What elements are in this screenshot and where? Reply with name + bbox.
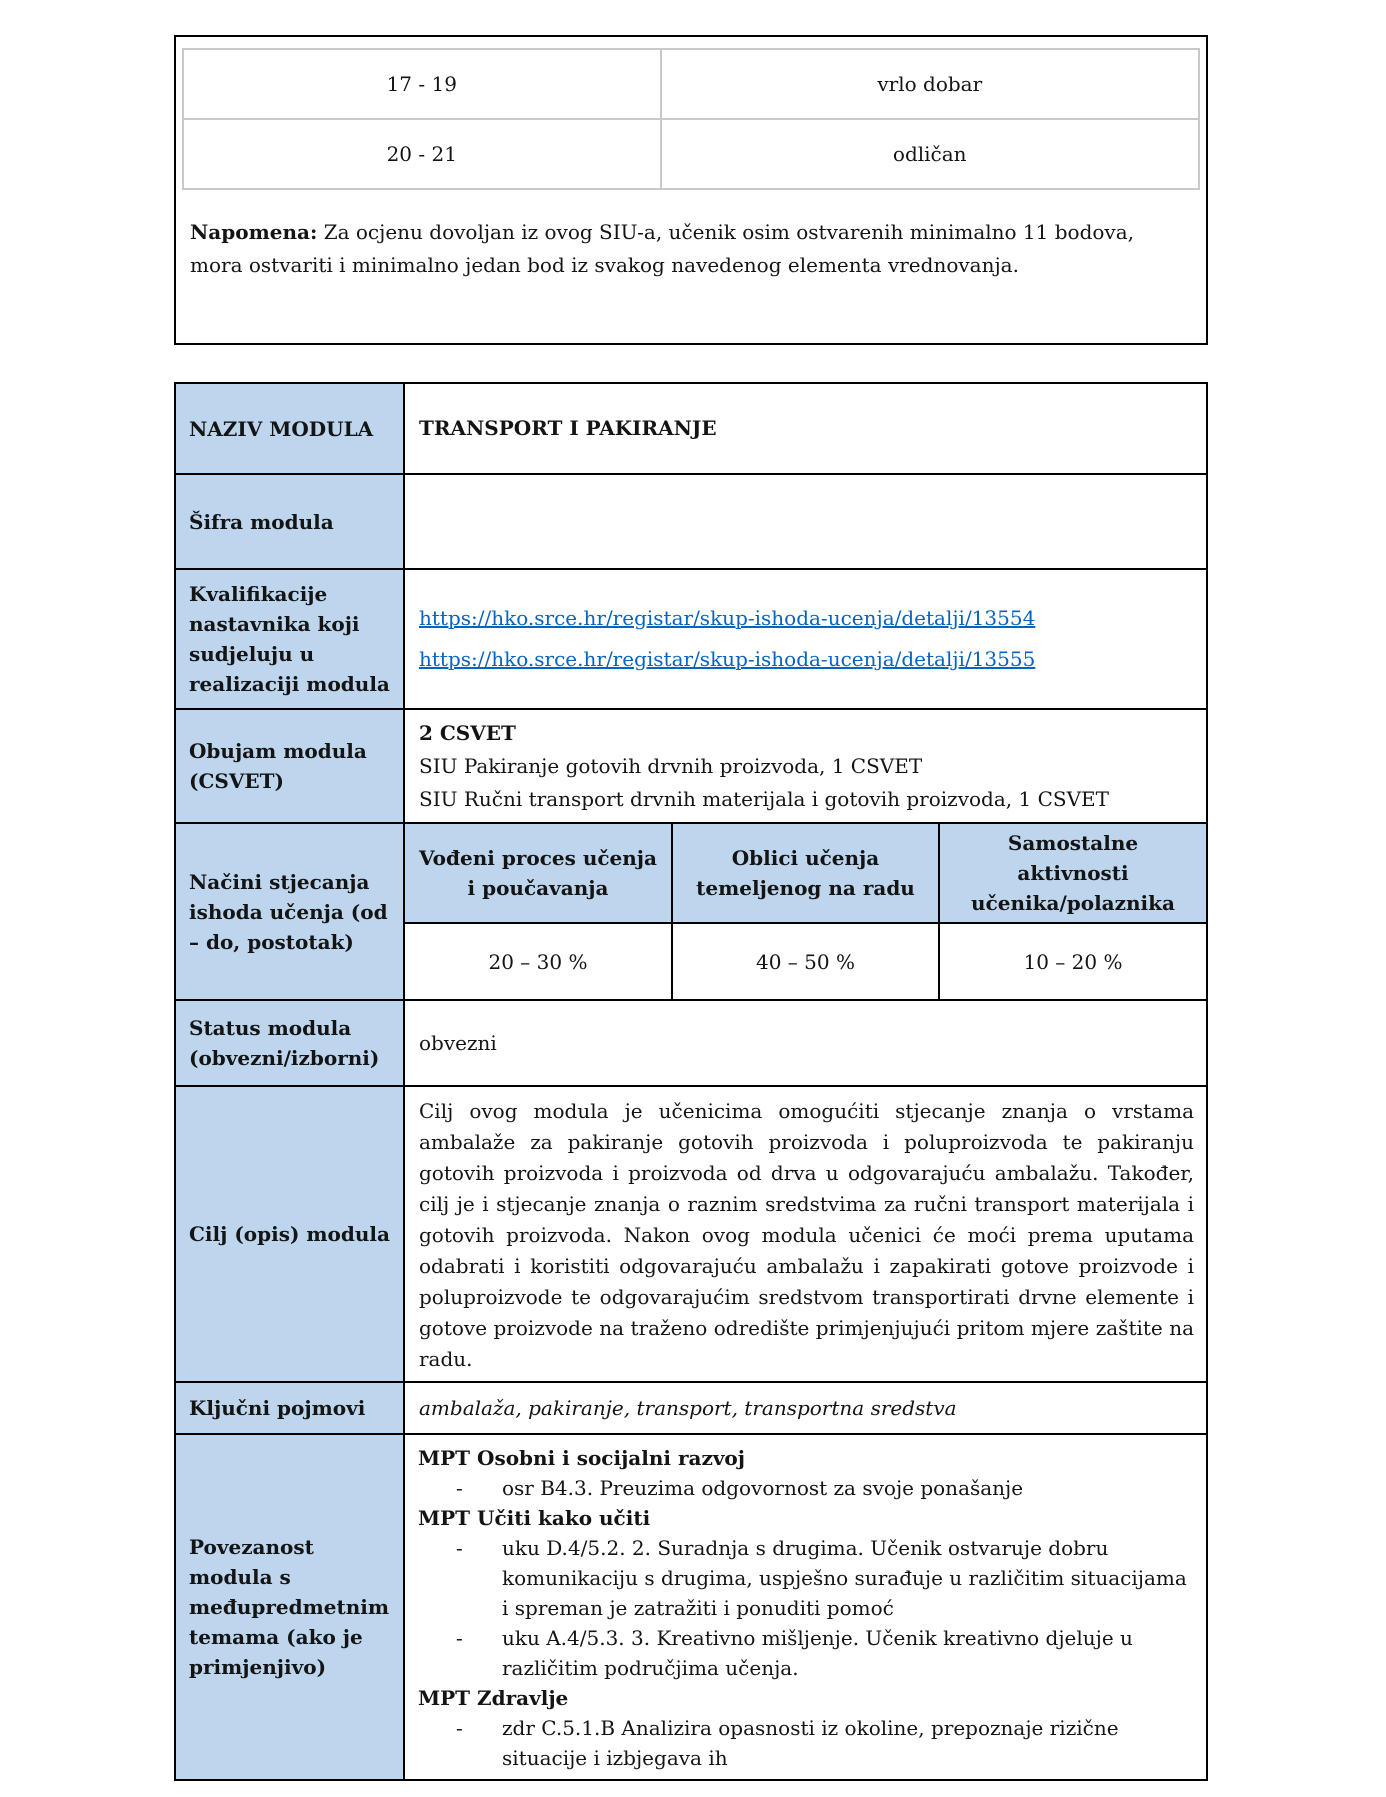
mpt-heading: MPT Osobni i socijalni razvoj: [418, 1446, 746, 1470]
module-goal-text: Cilj ovog modula je učenicima omogućiti stjecanje znanja o vrstama ambalaže za pakiranje gotovih proizvoda i poluproizvoda te pakiranju gotovih proizvoda i proizvoda od drva u odgovarajuću ambalažu. Također, cilj je i stjecanje znanja o raznim sredstvima za ručni transport materijala i gotovih proizvoda. Nakon ovog modula učenici će moći prema uputama odabrati i koristiti odgovarajuću ambalažu i zapakirati gotove proizvode i poluproizvode te odgovarajućim sredstvom transportirati drvne elemente i gotove proizvode na traženo odredište primjenjujući pritom mjere zaštite na radu.: [404, 1086, 1207, 1382]
table-row: [175, 1086, 1207, 1382]
module-table: [174, 382, 1208, 1781]
qualification-links-cell: [404, 569, 1207, 709]
row-label-povezanost: Povezanost modula s međupredmetnim temama (ako je primjenjivo): [175, 1434, 404, 1780]
hyphen-bullet: -: [456, 1626, 463, 1650]
module-status-value: obvezni: [404, 1000, 1207, 1086]
mpt-heading: MPT Učiti kako učiti: [418, 1506, 651, 1530]
table-row: [183, 119, 1199, 189]
list-item: [418, 1713, 1194, 1773]
table-row: [175, 1434, 1207, 1780]
hyphen-bullet: -: [456, 1476, 463, 1500]
mpt-heading: MPT Zdravlje: [418, 1686, 569, 1710]
grade-range-cell: 20 - 21: [183, 119, 661, 189]
table-row: [175, 823, 1207, 1000]
learning-modes-table: [405, 824, 1206, 999]
mpt-item-text: uku A.4/5.3. 3. Kreativno mišljenje. Učenik kreativno djeluje u različitim područjima učenja.: [502, 1626, 1133, 1680]
table-row: [175, 569, 1207, 709]
grade-name-cell: vrlo dobar: [661, 49, 1199, 119]
table-row: [175, 1000, 1207, 1086]
row-label-status: Status modula (obvezni/izborni): [175, 1000, 404, 1086]
grade-name-cell: odličan: [661, 119, 1199, 189]
mpt-item-text: uku D.4/5.2. 2. Suradnja s drugima. Učenik ostvaruje dobru komunikaciju s drugima, uspješno surađuje u različitim situacijama i spreman je zatražiti i ponuditi pomoć: [502, 1536, 1187, 1620]
mpt-item-text: zdr C.5.1.B Analizira opasnosti iz okoline, prepoznaje rizične situacije i izbjegava ih: [502, 1716, 1119, 1770]
row-label-sifra-modula: Šifra modula: [175, 474, 404, 569]
row-label-kljucni-pojmovi: Ključni pojmovi: [175, 1382, 404, 1434]
csvet-total: 2 CSVET: [419, 720, 516, 745]
table-row: [175, 1382, 1207, 1434]
grading-note: [190, 216, 1192, 282]
table-row: [175, 383, 1207, 474]
module-code-value: [404, 474, 1207, 569]
mode-header-cell: Samostalne aktivnosti učenika/polaznika: [939, 824, 1206, 923]
module-name-value: TRANSPORT I PAKIRANJE: [404, 383, 1207, 474]
row-label-naziv-modula: NAZIV MODULA: [175, 383, 404, 474]
table-row: [405, 824, 1206, 923]
mpt-item-text: osr B4.3. Preuzima odgovornost za svoje ponašanje: [502, 1476, 1024, 1500]
module-volume-cell: [404, 709, 1207, 823]
grading-note-box: [174, 35, 1208, 345]
table-row: [405, 923, 1206, 999]
row-label-nacini-stjecanja: Načini stjecanja ishoda učenja (od – do, postotak): [175, 823, 404, 1000]
list-item: [418, 1473, 1194, 1503]
row-label-cilj: Cilj (opis) modula: [175, 1086, 404, 1382]
mode-header-cell: Oblici učenja temeljenog na radu: [672, 824, 939, 923]
table-row: [183, 49, 1199, 119]
hko-link-13554[interactable]: https://hko.srce.hr/registar/skup-ishoda-ucenja/detalji/13554: [419, 606, 1036, 630]
note-text: Za ocjenu dovoljan iz ovog SIU-a, učenik osim ostvarenih minimalno 11 bodova, mora ostvariti i minimalno jedan bod iz svakog navedenog elementa vrednovanja.: [190, 220, 1135, 277]
list-item: [418, 1533, 1194, 1623]
grade-scale-table: [182, 48, 1200, 190]
mode-percent-cell: 40 – 50 %: [672, 923, 939, 999]
grade-range-cell: 17 - 19: [183, 49, 661, 119]
learning-modes-cell: [404, 823, 1207, 1000]
row-label-obujam: Obujam modula (CSVET): [175, 709, 404, 823]
list-item: [418, 1623, 1194, 1683]
hyphen-bullet: -: [456, 1536, 463, 1560]
mode-percent-cell: 10 – 20 %: [939, 923, 1206, 999]
cross-curricular-cell: [404, 1434, 1207, 1780]
hyphen-bullet: -: [456, 1716, 463, 1740]
csvet-line: SIU Ručni transport drvnih materijala i gotovih proizvoda, 1 CSVET: [419, 786, 1109, 811]
key-terms-value: ambalaža, pakiranje, transport, transportna sredstva: [404, 1382, 1207, 1434]
table-row: [175, 474, 1207, 569]
note-label: Napomena:: [190, 220, 318, 244]
mode-percent-cell: 20 – 30 %: [488, 949, 588, 974]
csvet-line: SIU Pakiranje gotovih drvnih proizvoda, 1 CSVET: [419, 753, 923, 778]
row-label-kvalifikacije: Kvalifikacije nastavnika koji sudjeluju u realizaciji modula: [175, 569, 404, 709]
hko-link-13555[interactable]: https://hko.srce.hr/registar/skup-ishoda-ucenja/detalji/13555: [419, 647, 1036, 671]
table-row: [175, 709, 1207, 823]
mode-header-cell: Vođeni proces učenja i poučavanja: [405, 824, 672, 923]
